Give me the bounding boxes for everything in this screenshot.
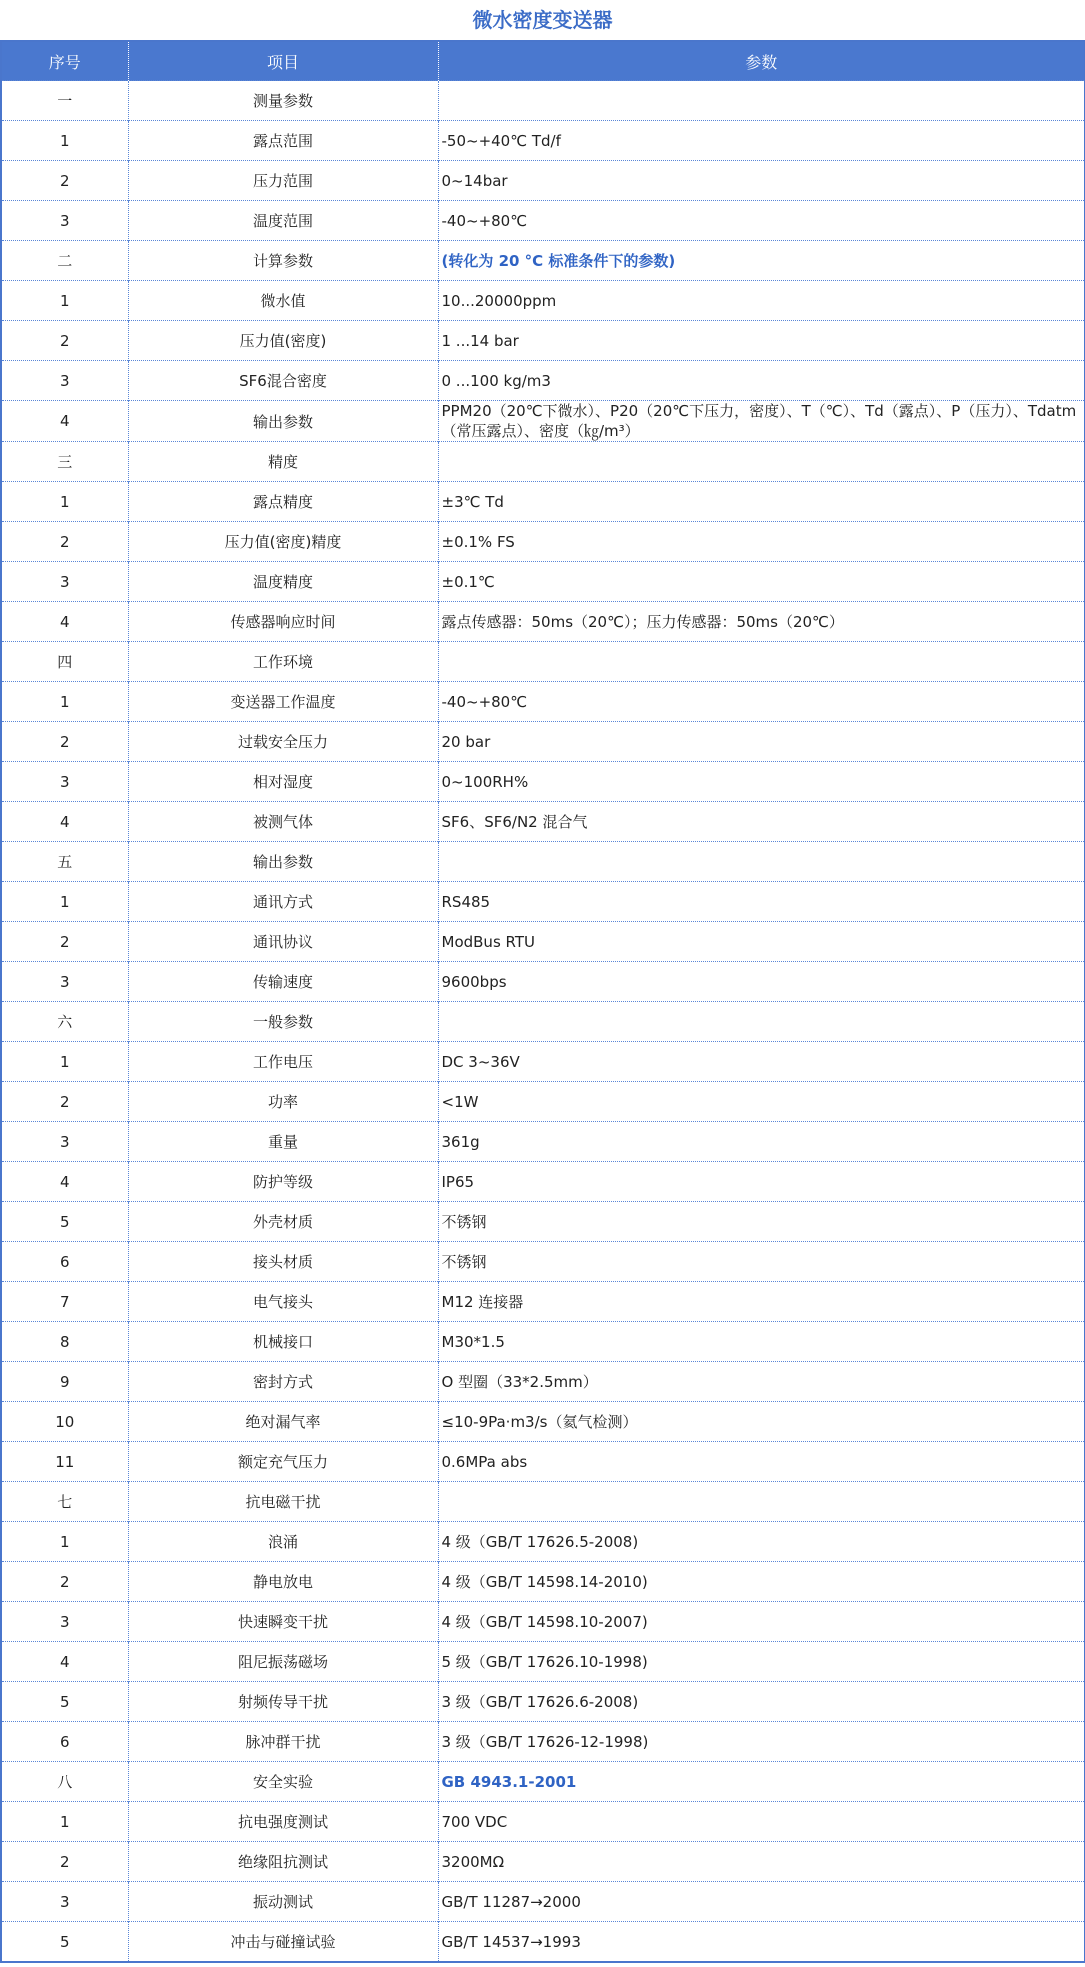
table-row [1,722,1085,762]
row-item: 电气接头 [128,1282,438,1322]
row-seq: 4 [1,1642,128,1682]
page-title: 微水密度变送器 [472,8,613,32]
row-seq: 4 [1,1162,128,1202]
table-row [1,1682,1085,1722]
row-item: 快速瞬变干扰 [128,1602,438,1642]
row-value [438,642,1085,682]
row-seq: 1 [1,121,128,161]
row-value: M12 连接器 [438,1282,1085,1322]
row-value: 3200MΩ [438,1842,1085,1882]
table-row [1,642,1085,682]
row-seq: 3 [1,762,128,802]
row-seq: 7 [1,1282,128,1322]
row-value: SF6、SF6/N2 混合气 [438,802,1085,842]
row-value: 9600bps [438,962,1085,1002]
table-row [1,482,1085,522]
row-value: 700 VDC [438,1802,1085,1842]
row-item: 阻尼振荡磁场 [128,1642,438,1682]
table-row [1,1242,1085,1282]
row-seq: 五 [1,842,128,882]
row-item: 密封方式 [128,1362,438,1402]
row-seq: 3 [1,1882,128,1922]
table-row [1,1882,1085,1922]
row-seq: 6 [1,1242,128,1282]
table-row [1,1042,1085,1082]
row-seq: 2 [1,321,128,361]
row-value: 露点传感器：50ms（20℃）；压力传感器：50ms（20℃） [438,602,1085,642]
row-item: 静电放电 [128,1562,438,1602]
row-item: 通讯协议 [128,922,438,962]
table-row [1,442,1085,482]
table-row [1,241,1085,281]
row-seq: 2 [1,1842,128,1882]
row-item: 工作电压 [128,1042,438,1082]
row-value: 4 级（GB/T 14598.14-2010) [438,1562,1085,1602]
row-value: ≤10-9Pa·m3/s（氦气检测） [438,1402,1085,1442]
row-item: 压力值(密度)精度 [128,522,438,562]
table-row [1,1482,1085,1522]
row-value: ±3℃ Td [438,482,1085,522]
row-item: 输出参数 [128,842,438,882]
row-item: 一般参数 [128,1002,438,1042]
row-item: 接头材质 [128,1242,438,1282]
row-value: 不锈钢 [438,1242,1085,1282]
table-row [1,1002,1085,1042]
header-value: 参数 [438,41,1085,81]
header-item: 项目 [128,41,438,81]
row-seq: 6 [1,1722,128,1762]
table-row [1,1762,1085,1802]
row-item: 精度 [128,442,438,482]
row-value: <1W [438,1082,1085,1122]
row-seq: 2 [1,922,128,962]
row-seq: 1 [1,882,128,922]
table-row [1,1642,1085,1682]
row-seq: 5 [1,1922,128,1963]
row-value: 3 级（GB/T 17626-12-1998) [438,1722,1085,1762]
row-item: 射频传导干扰 [128,1682,438,1722]
row-value: ±0.1% FS [438,522,1085,562]
row-value: -40~+80℃ [438,682,1085,722]
row-seq: 5 [1,1202,128,1242]
table-row [1,281,1085,321]
row-value: ModBus RTU [438,922,1085,962]
row-item: 输出参数 [128,401,438,442]
table-row [1,201,1085,241]
row-item: 过载安全压力 [128,722,438,762]
table-row [1,1442,1085,1482]
row-seq: 3 [1,201,128,241]
row-item: 外壳材质 [128,1202,438,1242]
row-item: 压力范围 [128,161,438,201]
row-value: 3 级（GB/T 17626.6-2008) [438,1682,1085,1722]
row-item: 额定充气压力 [128,1442,438,1482]
row-item: 浪涌 [128,1522,438,1562]
row-value: GB/T 11287→2000 [438,1882,1085,1922]
row-value: -50~+40℃ Td/f [438,121,1085,161]
table-row [1,1522,1085,1562]
row-seq: 七 [1,1482,128,1522]
row-value: RS485 [438,882,1085,922]
row-item: 相对湿度 [128,762,438,802]
row-item: 脉冲群干扰 [128,1722,438,1762]
table-row [1,1922,1085,1963]
table-row [1,1802,1085,1842]
row-seq: 2 [1,522,128,562]
table-row [1,161,1085,201]
row-seq: 8 [1,1322,128,1362]
row-value [438,442,1085,482]
row-seq: 10 [1,1402,128,1442]
row-item: 绝缘阻抗测试 [128,1842,438,1882]
table-row [1,1282,1085,1322]
row-seq: 3 [1,962,128,1002]
row-value: 10...20000ppm [438,281,1085,321]
table-row [1,1602,1085,1642]
row-value: -40~+80℃ [438,201,1085,241]
row-item: 功率 [128,1082,438,1122]
row-seq: 4 [1,401,128,442]
row-item: 传输速度 [128,962,438,1002]
row-seq: 八 [1,1762,128,1802]
table-row [1,1082,1085,1122]
table-row [1,802,1085,842]
row-value: 20 bar [438,722,1085,762]
table-row [1,562,1085,602]
row-value: 0~14bar [438,161,1085,201]
row-item: 工作环境 [128,642,438,682]
table-row [1,1722,1085,1762]
table-header [1,41,1085,81]
table-row [1,1562,1085,1602]
row-seq: 2 [1,722,128,762]
row-seq: 5 [1,1682,128,1722]
row-item: 被测气体 [128,802,438,842]
row-item: 冲击与碰撞试验 [128,1922,438,1963]
row-item: 温度范围 [128,201,438,241]
table-row [1,762,1085,802]
row-item: 重量 [128,1122,438,1162]
row-value: M30*1.5 [438,1322,1085,1362]
row-seq: 3 [1,361,128,401]
row-value: GB 4943.1-2001 [438,1762,1085,1802]
row-seq: 1 [1,281,128,321]
row-seq: 2 [1,161,128,201]
row-item: 绝对漏气率 [128,1402,438,1442]
row-item: 振动测试 [128,1882,438,1922]
row-item: 压力值(密度) [128,321,438,361]
row-item: 传感器响应时间 [128,602,438,642]
row-item: 微水值 [128,281,438,321]
row-seq: 1 [1,1042,128,1082]
row-value: 361g [438,1122,1085,1162]
table-row [1,602,1085,642]
row-item: 机械接口 [128,1322,438,1362]
table-row [1,682,1085,722]
spec-table [0,40,1085,1963]
row-item: 抗电强度测试 [128,1802,438,1842]
row-value: GB/T 14537→1993 [438,1922,1085,1963]
row-item: 测量参数 [128,81,438,121]
row-seq: 六 [1,1002,128,1042]
header-seq: 序号 [1,41,128,81]
row-item: 防护等级 [128,1162,438,1202]
table-row [1,1162,1085,1202]
row-seq: 3 [1,562,128,602]
row-item: 露点精度 [128,482,438,522]
row-seq: 11 [1,1442,128,1482]
table-row [1,522,1085,562]
row-seq: 1 [1,1802,128,1842]
row-seq: 二 [1,241,128,281]
table-row [1,361,1085,401]
row-seq: 3 [1,1602,128,1642]
row-value [438,842,1085,882]
row-seq: 1 [1,482,128,522]
table-row [1,81,1085,121]
row-value [438,1002,1085,1042]
table-row [1,1202,1085,1242]
row-item: 抗电磁干扰 [128,1482,438,1522]
table-row [1,121,1085,161]
table-row [1,922,1085,962]
row-value: PPM20（20℃下微水）、P20（20℃下压力，密度）、T（℃）、Td（露点）、P（压力）、Tdatm（常压露点）、密度（㎏/m³） [438,401,1085,442]
row-value: (转化为 20 °C 标准条件下的参数) [438,241,1085,281]
row-seq: 三 [1,442,128,482]
table-row [1,882,1085,922]
row-value: DC 3~36V [438,1042,1085,1082]
row-value: IP65 [438,1162,1085,1202]
table-row [1,1122,1085,1162]
row-item: 通讯方式 [128,882,438,922]
row-seq: 一 [1,81,128,121]
row-value: 5 级（GB/T 17626.10-1998) [438,1642,1085,1682]
table-row [1,842,1085,882]
row-item: 安全实验 [128,1762,438,1802]
row-seq: 1 [1,682,128,722]
row-value: O 型圈（33*2.5mm） [438,1362,1085,1402]
row-value [438,81,1085,121]
row-value: ±0.1℃ [438,562,1085,602]
row-seq: 9 [1,1362,128,1402]
row-value: 0.6MPa abs [438,1442,1085,1482]
table-row [1,321,1085,361]
row-item: 露点范围 [128,121,438,161]
row-value: 1 ...14 bar [438,321,1085,361]
row-value: 不锈钢 [438,1202,1085,1242]
table-row [1,1322,1085,1362]
row-item: SF6混合密度 [128,361,438,401]
row-seq: 3 [1,1122,128,1162]
table-row [1,1842,1085,1882]
row-item: 计算参数 [128,241,438,281]
row-item: 变送器工作温度 [128,682,438,722]
row-seq: 2 [1,1082,128,1122]
table-row [1,1362,1085,1402]
table-row [1,962,1085,1002]
row-value: 0 ...100 kg/m3 [438,361,1085,401]
row-value: 4 级（GB/T 17626.5-2008) [438,1522,1085,1562]
row-seq: 4 [1,602,128,642]
row-seq: 4 [1,802,128,842]
row-item: 温度精度 [128,562,438,602]
table-row [1,401,1085,442]
row-seq: 2 [1,1562,128,1602]
row-seq: 四 [1,642,128,682]
row-value: 4 级（GB/T 14598.10-2007) [438,1602,1085,1642]
row-value: 0~100RH% [438,762,1085,802]
table-row [1,1402,1085,1442]
table-body [1,81,1085,1963]
row-value [438,1482,1085,1522]
row-seq: 1 [1,1522,128,1562]
